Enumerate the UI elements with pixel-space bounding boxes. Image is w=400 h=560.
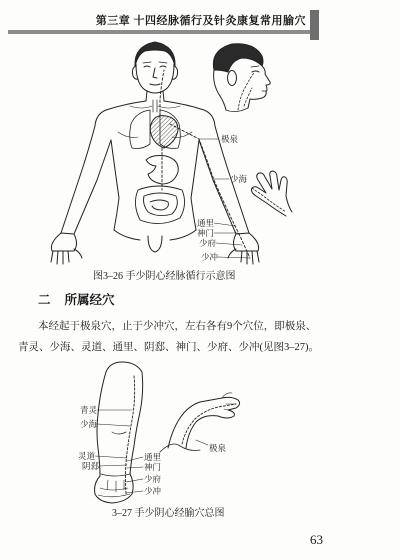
label-shenmen: 神门: [144, 462, 162, 472]
label-jiquan: 极泉: [209, 443, 227, 453]
section-number: 二: [38, 293, 51, 307]
figure-3-26-caption: 图3–26 手少阴心经脉循行示意图: [93, 271, 236, 282]
label-shaochong: 少冲: [201, 252, 219, 262]
figure-3-27-caption: 3–27 手少阴心经腧穴总图: [112, 508, 225, 519]
header-rule-end-block: [310, 10, 319, 40]
label-tongli: 通里: [144, 452, 162, 462]
side-head-profile: [213, 44, 270, 112]
heart-organ: [150, 116, 178, 148]
label-qingling: 青灵: [80, 405, 98, 415]
label-shaohai: 少海: [80, 419, 98, 429]
section-title: 所属经穴: [64, 293, 115, 307]
running-title: 第三章 十四经脉循行及针灸康复常用腧穴: [95, 15, 306, 27]
section-heading: [38, 290, 115, 308]
label-shenmen: 神门: [197, 228, 215, 238]
label-tongli: 通里: [197, 218, 215, 228]
label-shaohai: 少海: [230, 174, 248, 184]
label-shaofu: 少府: [199, 238, 217, 248]
hand-inset: [252, 171, 293, 216]
label-yinxi: 阴郄: [82, 461, 100, 471]
body-paragraph: 本经起于极泉穴，止于少冲穴，左右各有9个穴位，即极泉、青灵、少海、灵道、通里、阴郄、神门、少府、少冲(见图3–27)。: [18, 321, 319, 353]
page-number: 63: [310, 532, 323, 547]
bent-arm-figure: [160, 393, 240, 452]
label-jiquan: 极泉: [221, 134, 239, 144]
header-rule: [8, 30, 310, 34]
figure-3-26-illustration: [0, 38, 400, 266]
label-shaofu: 少府: [144, 474, 162, 484]
intestines-organ: [135, 186, 184, 224]
label-shaochong: 少冲: [144, 486, 162, 496]
figure-3-27-illustration: [0, 358, 400, 504]
label-lingdao: 灵道: [78, 451, 96, 461]
raised-arm-figure: [95, 362, 143, 503]
